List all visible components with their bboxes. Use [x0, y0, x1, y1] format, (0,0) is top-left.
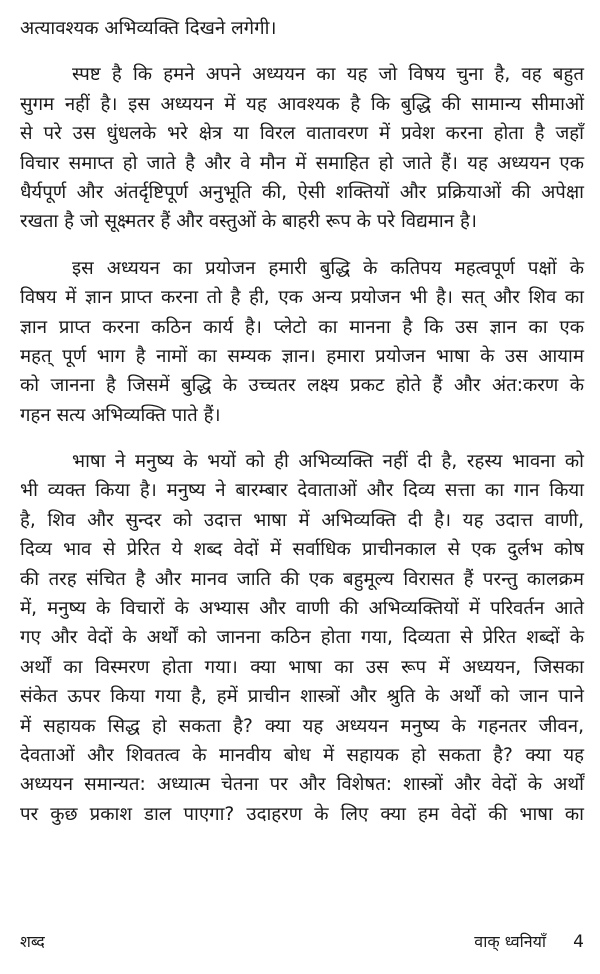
text-line: देवताओं और शिवतत्व के मानवीय बोध में सहायक हो सकता है? क्या यह: [20, 744, 584, 766]
text-line: रखता है जो सूक्ष्मतर हैं और वस्तुओं के बाहरी रूप के परे विद्यमान है।: [20, 211, 477, 233]
text-line: इस अध्ययन का प्रयोजन हमारी बुद्धि के कतिपय महत्वपूर्ण पक्षों के: [72, 257, 584, 279]
text-line: स्पष्ट है कि हमने अपने अध्ययन का यह जो विषय चुना है, वह बहुत: [72, 64, 584, 86]
text-line: ज्ञान प्राप्त करना कठिन कार्य है। प्लेटो का मानना है कि उस ज्ञान का एक: [20, 316, 584, 338]
text-line: से परे उस धुंधलके भरे क्षेत्र या विरल वातावरण में प्रवेश करना होता है जहाँ: [20, 123, 584, 145]
paragraph-1: [20, 14, 584, 43]
text-line: भी व्यक्त किया है। मनुष्य ने बारम्बार देवाताओं और दिव्य सत्ता का गान किया: [20, 480, 584, 502]
text-line: में सहायक सिद्ध हो सकता है? क्या यह अध्ययन मनुष्य के गहनतर जीवन,: [20, 715, 584, 737]
text-line: महत् पूर्ण भाग है नामों का सम्यक ज्ञान। हमारा प्रयोजन भाषा के उस आयाम: [20, 345, 584, 367]
paragraph-4: [20, 447, 584, 829]
text-line: धैर्यपूर्ण और अंतर्दृष्टिपूर्ण अनुभूति की, ऐसी शक्तियों और प्रक्रियाओं की अपेक्षा: [20, 181, 584, 203]
footer-right-group: [474, 929, 584, 955]
paragraph-2: [20, 60, 584, 236]
text-line: सुगम नहीं है। इस अध्ययन में यह आवश्यक है कि बुद्धि की सामान्य सीमाओं: [20, 93, 584, 115]
page-number: 4: [573, 932, 584, 952]
page-footer: [20, 929, 584, 955]
text-line: अध्ययन समान्यत: अध्यात्म चेतना पर और विशेषत: शास्त्रों और वेदों के अर्थों: [20, 774, 584, 796]
text-line: दिव्य भाव से प्रेरित ये शब्द वेदों में सर्वाधिक प्राचीनकाल से एक दुर्लभ कोष: [20, 539, 584, 561]
text-line: में, मनुष्य के विचारों के अभ्यास और वाणी की अभिव्यक्तियों में परिवर्तन आते: [20, 598, 584, 620]
text-line: गहन सत्य अभिव्यक्ति पाते हैं।: [20, 404, 221, 426]
text-line: भाषा ने मनुष्य के भयों को ही अभिव्यक्ति नहीं दी है, रहस्य भावना को: [72, 451, 584, 473]
page-body: [20, 14, 584, 829]
chapter-title: वाक् ध्वनियाँ: [474, 932, 547, 951]
text-line: संकेत ऊपर किया गया है, हमें प्राचीन शास्त्रों और श्रुति के अर्थों को जान पाने: [20, 686, 584, 708]
book-title: शब्द: [20, 932, 45, 951]
text-line: अत्यावश्यक अभिव्यक्ति दिखने लगेगी।: [20, 18, 277, 39]
text-line: विचार समाप्त हो जाते है और वे मौन में समाहित हो जाते हैं। यह अध्ययन एक: [20, 152, 584, 174]
text-line: को जानना है जिसमें बुद्धि के उच्चतर लक्ष्य प्रकट होते हैं और अंत:करण के: [20, 375, 584, 397]
paragraph-3: [20, 254, 584, 430]
text-line: अर्थों का विस्मरण होता गया। क्या भाषा का उस रूप में अध्ययन, जिसका: [20, 656, 584, 678]
text-line: की तरह संचित है और मानव जाति की एक बहुमूल्य विरासत हैं परन्तु कालक्रम: [20, 568, 584, 590]
text-line: गए और वेदों के अर्थों को जानना कठिन होता गया, दिव्यता से प्रेरित शब्दों के: [20, 627, 584, 649]
text-line: पर कुछ प्रकाश डाल पाएगा? उदाहरण के लिए क्या हम वेदों की भाषा का: [20, 803, 584, 825]
text-line: विषय में ज्ञान प्राप्त करना तो है ही, एक अन्य प्रयोजन भी है। सत् और शिव का: [20, 287, 584, 309]
text-line: है, शिव और सुन्दर को उदात्त भाषा में अभिव्यक्ति दी है। यह उदात्त वाणी,: [20, 509, 584, 531]
